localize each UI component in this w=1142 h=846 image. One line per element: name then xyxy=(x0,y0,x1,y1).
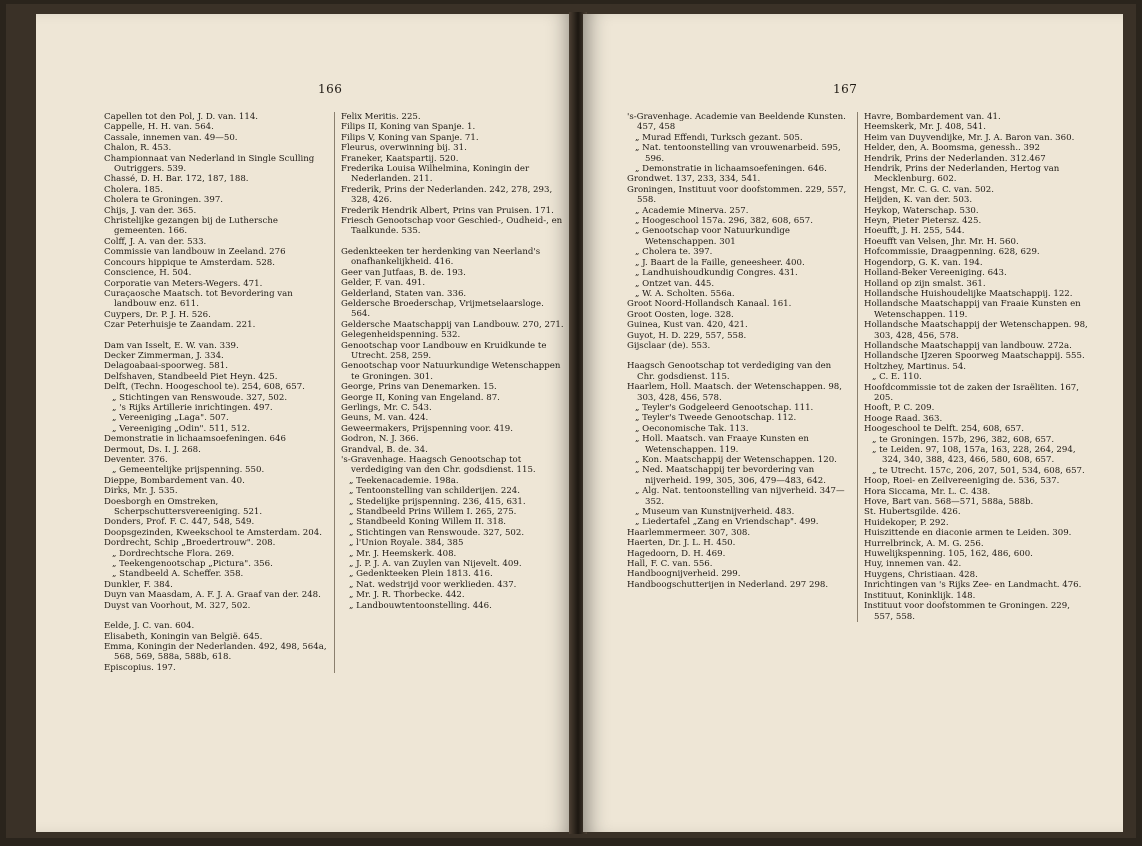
index-entry: Huwelijkspenning. 105, 162, 486, 600. xyxy=(864,549,1033,560)
index-entry: Hengst, Mr. C. G. C. van. 502. xyxy=(864,184,994,195)
index-entry: Chijs, J. van der. 365. xyxy=(104,205,197,216)
index-entry: Deventer. 376. xyxy=(104,455,168,465)
index-entry: Doesborgh en Omstreken, Scherpschuttersvereeniging. 521. xyxy=(104,496,263,518)
index-entry: George II, Koning van Engeland. 87. xyxy=(341,392,500,403)
index-entry: Hollandsche Maatschappij van landbouw. 272a. xyxy=(864,340,1072,351)
index-entry: Dieppe, Bombardement van. 40. xyxy=(104,475,245,486)
index-entry: Cassale, innemen van. 49—50. xyxy=(104,132,238,143)
index-entry: Groot Noord-Hollandsch Kanaal. 161. xyxy=(627,299,792,310)
index-entry: Holland-Beker Vereeniging. 643. xyxy=(864,268,1007,279)
index-entry: Concours hippique te Amsterdam. 528. xyxy=(104,257,275,268)
index-entry: Huy, innemen van. 42. xyxy=(864,559,962,570)
section-gap xyxy=(104,331,328,341)
index-entry: Duyst van Voorhout, M. 327, 502. xyxy=(104,600,251,611)
index-entry: Delfshaven, Standbeeld Piet Heyn. 425. xyxy=(104,371,278,382)
index-entry: „ C. E. 110. xyxy=(872,372,922,383)
index-entry: Dam van Isselt, E. W. van. 339. xyxy=(104,340,239,351)
index-entry: „ 's Rijks Artillerie inrichtingen. 497. xyxy=(112,402,273,413)
index-entry: Frederik Hendrik Albert, Prins van Pruisen. 171. xyxy=(341,205,554,216)
index-entry: Franeker, Kaatspartij. 520. xyxy=(341,153,459,164)
index-entry: „ Oeconomische Tak. 113. xyxy=(635,423,749,434)
index-entry: 's-Gravenhage. Academie van Beeldende Kunsten. 457, 458 xyxy=(627,112,846,133)
index-entry: „ Teekenacademie. 198a. xyxy=(349,475,459,486)
index-entry: „ Stedelijke prijspenning. 236, 415, 631. xyxy=(349,496,526,507)
index-entry: Demonstratie in lichaamsoefeningen. 646 xyxy=(104,434,286,445)
index-entry: Guinea, Kust van. 420, 421. xyxy=(627,320,748,331)
index-entry: Gelderland, Staten van. 336. xyxy=(341,288,467,299)
index-entry: „ Alg. Nat. tentoonstelling van nijverheid. 347—352. xyxy=(635,486,845,507)
index-entry: Grondwet. 137, 233, 334, 541. xyxy=(627,174,761,185)
index-entry: Dunkler, F. 384. xyxy=(104,579,173,590)
index-entry: „ Academie Minerva. 257. xyxy=(635,205,749,216)
index-entry: Hollandsche IJzeren Spoorweg Maatschappij. 555. xyxy=(864,351,1085,362)
index-entry: Corporatie van Meters-Wegers. 471. xyxy=(104,278,263,289)
index-entry: „ Teekengenootschap „Pictura". 356. xyxy=(112,559,273,570)
index-entry: Hoofdcommissie tot de zaken der Israëliten. 167, 205. xyxy=(864,382,1080,403)
index-entry: Cholera te Groningen. 397. xyxy=(104,195,224,206)
index-entry: Doopsgezinden, Kweekschool te Amsterdam. 204. xyxy=(104,527,322,538)
index-entry: Hofcommissie, Draagpenning. 628, 629. xyxy=(864,247,1040,258)
index-entry: „ Landhuishoudkundig Congres. 431. xyxy=(635,268,798,279)
index-entry: Decker Zimmerman, J. 334. xyxy=(104,350,224,361)
index-column xyxy=(623,112,855,622)
index-entry: Conscience, H. 504. xyxy=(104,268,192,279)
index-entry: Felix Meritis. 225. xyxy=(341,112,421,122)
index-entry: Dermout, Ds. I. J. 268. xyxy=(104,444,201,455)
index-entry: Chassé, D. H. Bar. 172, 187, 188. xyxy=(104,174,249,185)
index-entry: „ Kon. Maatschappij der Wetenschappen. 120. xyxy=(635,455,837,465)
index-entry: Heykop, Waterschap. 530. xyxy=(864,205,979,216)
index-entry: Cuypers, Dr. P. J. H. 526. xyxy=(104,309,211,320)
index-entry: Delft, (Techn. Hoogeschool te). 254, 608, 657. xyxy=(104,382,305,393)
index-entry: Haerten, Dr. J. L. H. 450. xyxy=(627,538,736,549)
index-entry: Hora Siccama, Mr. L. C. 438. xyxy=(864,486,991,497)
index-entry: Hendrik, Prins der Nederlanden, Hertog van Mecklenburg. 602. xyxy=(864,164,1060,185)
right-page xyxy=(583,14,1123,832)
index-entry: „ Standbeeld A. Scheffer. 358. xyxy=(112,569,244,580)
section-gap xyxy=(627,351,851,361)
index-column xyxy=(100,112,332,673)
index-entry: Gerlings, Mr. C. 543. xyxy=(341,402,432,413)
index-entry: „ Stichtingen van Renswoude. 327, 502. xyxy=(349,527,525,538)
index-entry: Episcopius. 197. xyxy=(104,662,176,673)
index-entry: „ Standbeeld Koning Willem II. 318. xyxy=(349,517,507,528)
index-entry: „ te Groningen. 157b, 296, 382, 608, 657. xyxy=(872,434,1055,445)
index-entry: Hendrik, Prins der Nederlanden. 312.467 xyxy=(864,153,1046,164)
index-column xyxy=(857,112,1092,622)
index-entry: Heemskerk, Mr. J. 408, 541. xyxy=(864,122,986,133)
index-entry: Championnaat van Nederland in Single Sculling Outriggers. 539. xyxy=(104,153,315,175)
index-entry: Inrichtingen van 's Rijks Zee- en Landmacht. 476. xyxy=(864,580,1082,591)
index-entry: „ Liedertafel „Zang en Vriendschap". 499. xyxy=(635,517,819,528)
page-number: 167 xyxy=(833,82,858,96)
index-entry: Hooft, P. C. 209. xyxy=(864,403,935,414)
index-entry: Godron, N. J. 366. xyxy=(341,434,419,445)
index-entry: 's-Gravenhage. Haagsch Genootschap tot verdediging van den Chr. godsdienst. 115. xyxy=(341,455,536,476)
index-entry: Fleurus, overwinning bij. 31. xyxy=(341,143,467,154)
index-entry: Hogendorp, G. K. van. 194. xyxy=(864,257,983,268)
index-entry: „ Vereeniging „Odin". 511, 512. xyxy=(112,423,250,434)
index-entry: Christelijke gezangen bij de Luthersche gemeenten. 166. xyxy=(104,216,278,237)
index-entry: Filips II, Koning van Spanje. 1. xyxy=(341,122,476,133)
index-entry: Geer van Jutfaas, B. de. 193. xyxy=(341,267,466,278)
index-entry: St. Hubertsgilde. 426. xyxy=(864,507,961,518)
index-entry: „ Museum van Kunstnijverheid. 483. xyxy=(635,507,795,518)
index-entry: George, Prins van Denemarken. 15. xyxy=(341,382,497,393)
index-entry: Czar Peterhuisje te Zaandam. 221. xyxy=(104,320,256,331)
index-entry: Instituut voor doofstommen te Groningen. 229, 557, 558. xyxy=(864,601,1070,622)
index-entry: Holtzhey, Martinus. 54. xyxy=(864,361,967,372)
index-entry: Geuns, M. van. 424. xyxy=(341,413,429,424)
index-entry: Hagedoorn, D. H. 469. xyxy=(627,548,726,559)
index-entry: Delagoabaai-spoorweg. 581. xyxy=(104,361,228,372)
index-entry: Holland op zijn smalst. 361. xyxy=(864,278,986,289)
index-entry: Groningen, Instituut voor doofstommen. 229, 557, 558. xyxy=(627,184,847,206)
index-entry: Emma, Koningin der Nederlanden. 492, 498, 564a, 568, 569, 588a, 588b, 618. xyxy=(104,641,327,663)
index-entry: „ Landbouwtentoonstelling. 446. xyxy=(349,600,492,611)
index-entry: Elisabeth, Koningin van België. 645. xyxy=(104,631,263,642)
left-page xyxy=(36,14,573,832)
index-entry: Guyot, H. D. 229, 557, 558. xyxy=(627,330,747,341)
index-entry: Colff, J. A. van der. 533. xyxy=(104,236,207,247)
index-entry: Gedenkteeken ter herdenking van Neerland's onafhankelijkheid. 416. xyxy=(341,246,541,268)
index-entry: Geweermakers, Prijspenning voor. 419. xyxy=(341,423,513,434)
index-entry: Frederika Louisa Wilhelmina, Koningin der Nederlanden. 211. xyxy=(341,164,530,185)
index-entry: Donders, Prof. F. C. 447, 548, 549. xyxy=(104,517,255,528)
index-entry: Hurrelbrinck, A. M. G. 256. xyxy=(864,538,984,549)
index-entry: Cappelle, H. H. van. 564. xyxy=(104,122,214,133)
index-entry: „ Mr. J. R. Thorbecke. 442. xyxy=(349,590,465,601)
index-entry: „ Stichtingen van Renswoude. 327, 502. xyxy=(112,392,288,403)
index-entry: Havre, Bombardement van. 41. xyxy=(864,112,1001,122)
index-entry: Hollandsche Maatschappij van Fraaie Kunsten en Wetenschappen. 119. xyxy=(864,299,1081,320)
index-entry: Huygens, Christiaan. 428. xyxy=(864,569,978,580)
index-entry: Haarlem, Holl. Maatsch. der Wetenschappen. 98, 303, 428, 456, 578. xyxy=(627,382,842,403)
index-columns xyxy=(623,112,1092,622)
index-entry: Grandval, B. de. 34. xyxy=(341,444,428,455)
index-entry: Handboogschutterijen in Nederland. 297 298. xyxy=(627,579,829,590)
index-entry: Hoop, Roei- en Zeilvereeniging de. 536, 537. xyxy=(864,476,1060,487)
index-column xyxy=(334,112,569,673)
page-number: 166 xyxy=(318,82,343,96)
index-entry: Friesch Genootschap voor Geschied-, Oudheid-, en Taalkunde. 535. xyxy=(341,216,563,237)
index-entry: „ Ontzet van. 445. xyxy=(635,278,715,289)
index-entry: Hoeufft van Velsen, Jhr. Mr. H. 560. xyxy=(864,236,1019,247)
index-entry: Haarlemmermeer. 307, 308. xyxy=(627,527,751,538)
index-entry: Duyn van Maasdam, A. F. J. A. Graaf van der. 248. xyxy=(104,590,321,601)
index-entry: „ Holl. Maatsch. van Fraaye Kunsten en Wetenschappen. 119. xyxy=(635,434,809,455)
index-entry: Dirks, Mr. J. 535. xyxy=(104,486,178,497)
index-entry: „ J. Baart de la Faille, geneesheer. 400. xyxy=(635,257,805,268)
book-spread xyxy=(6,4,1136,838)
index-entry: Geldersche Maatschappij van Landbouw. 270, 271. xyxy=(341,319,564,330)
index-entry: Geldersche Broederschap, Vrijmetselaarsloge. 564. xyxy=(341,298,544,320)
index-entry: „ Dordrechtsche Flora. 269. xyxy=(112,548,235,559)
index-entry: „ te Utrecht. 157c, 206, 207, 501, 534, 608, 657. xyxy=(872,465,1085,476)
index-entry: Gelder, F. van. 491. xyxy=(341,278,426,289)
index-entry: „ J. P. J. A. van Zuylen van Nijevelt. 409. xyxy=(349,559,522,570)
index-entry: Cholera. 185. xyxy=(104,184,163,195)
index-entry: „ Nat. wedstrijd voor werklieden. 437. xyxy=(349,579,517,590)
section-gap xyxy=(341,237,565,247)
index-entry: „ Teyler's Tweede Genootschap. 112. xyxy=(635,413,797,424)
index-entry: Commissie van landbouw in Zeeland. 276 xyxy=(104,247,286,258)
index-entry: „ Standbeeld Prins Willem I. 265, 275. xyxy=(349,507,517,518)
index-entry: Genootschap voor Landbouw en Kruidkunde te Utrecht. 258, 259. xyxy=(341,340,547,361)
index-entry: „ Vereeniging „Laga". 507. xyxy=(112,413,229,424)
index-entry: Filips V, Koning van Spanje. 71. xyxy=(341,132,479,143)
index-entry: Huiszittende en diaconie armen te Leiden. 309. xyxy=(864,528,1072,539)
index-entry: Heim van Duyvendijke, Mr. J. A. Baron van. 360. xyxy=(864,132,1075,143)
index-entry: Handboognijverheid. 299. xyxy=(627,569,741,580)
index-entry: Curaçaosche Maatsch. tot Bevordering van landbouw enz. 611. xyxy=(104,288,293,310)
index-entry: „ Gedenkteeken Plein 1813. 416. xyxy=(349,569,493,580)
index-entry: „ Mr. J. Heemskerk. 408. xyxy=(349,548,457,559)
index-entry: Instituut, Koninklijk. 148. xyxy=(864,590,976,601)
index-entry: „ Hoogeschool 157a. 296, 382, 608, 657. xyxy=(635,216,813,227)
index-entry: „ te Leiden. 97, 108, 157a, 163, 228, 264, 294, 324, 340, 388, 423, 466, 580, 608, 657. xyxy=(872,445,1076,466)
index-entry: „ Cholera te. 397. xyxy=(635,247,713,258)
index-entry: „ l'Union Royale. 384, 385 xyxy=(349,538,464,549)
index-entry: Dordrecht, Schip „Broedertrouw". 208. xyxy=(104,538,276,549)
index-entry: „ Teyler's Godgeleerd Genootschap. 111. xyxy=(635,402,814,413)
index-entry: „ Murad Effendi, Turksch gezant. 505. xyxy=(635,132,803,143)
index-entry: Hoeufft, J. H. 255, 544. xyxy=(864,226,965,237)
index-entry: Haagsch Genootschap tot verdediging van den Chr. godsdienst. 115. xyxy=(627,361,832,382)
index-entry: Eelde, J. C. van. 604. xyxy=(104,621,195,632)
index-entry: „ Gemeentelijke prijspenning. 550. xyxy=(112,465,265,476)
index-entry: „ Ned. Maatschappij ter bevordering van nijverheid. 199, 305, 306, 479—483, 642. xyxy=(635,465,826,486)
index-entry: Gijsclaar (de). 553. xyxy=(627,340,711,351)
index-entry: „ W. A. Scholten. 556a. xyxy=(635,288,735,299)
index-columns xyxy=(100,112,569,673)
index-entry: Heijden, K. van der. 503. xyxy=(864,195,973,206)
index-entry: „ Tentoonstelling van schilderijen. 224. xyxy=(349,486,520,497)
index-entry: Hollandsche Maatschappij der Wetenschappen. 98, 303, 428, 456, 578. xyxy=(864,320,1088,341)
index-entry: Helder, den, A. Boomsma, genessh.. 392 xyxy=(864,143,1040,154)
index-entry: Huidekoper, P. 292. xyxy=(864,517,949,528)
index-entry: Hove, Bart van. 568—571, 588a, 588b. xyxy=(864,497,1034,508)
section-gap xyxy=(104,611,328,621)
index-entry: Hall, F. C. van. 556. xyxy=(627,559,713,570)
index-entry: Frederik, Prins der Nederlanden. 242, 278, 293, 328, 426. xyxy=(341,184,553,206)
index-entry: Hooge Raad. 363. xyxy=(864,413,943,424)
index-entry: „ Nat. tentoonstelling van vrouwenarbeid. 595, 596. xyxy=(635,143,841,164)
index-entry: Hoogeschool te Delft. 254, 608, 657. xyxy=(864,424,1024,435)
index-entry: Genootschap voor Natuurkundige Wetenschappen te Groningen. 301. xyxy=(341,361,561,382)
index-entry: Groot Oosten, loge. 328. xyxy=(627,309,734,320)
index-entry: Gelegenheidspenning. 532. xyxy=(341,330,461,341)
index-entry: Heyn, Pieter Pietersz. 425. xyxy=(864,216,982,227)
index-entry: Capellen tot den Pol, J. D. van. 114. xyxy=(104,112,259,122)
index-entry: Chalon, R. 453. xyxy=(104,143,172,154)
index-entry: Hollandsche Huishoudelijke Maatschappij. 122. xyxy=(864,288,1073,299)
index-entry: „ Demonstratie in lichaamsoefeningen. 646. xyxy=(635,164,827,175)
index-entry: „ Genootschap voor Natuurkundige Wetenschappen. 301 xyxy=(635,226,791,247)
